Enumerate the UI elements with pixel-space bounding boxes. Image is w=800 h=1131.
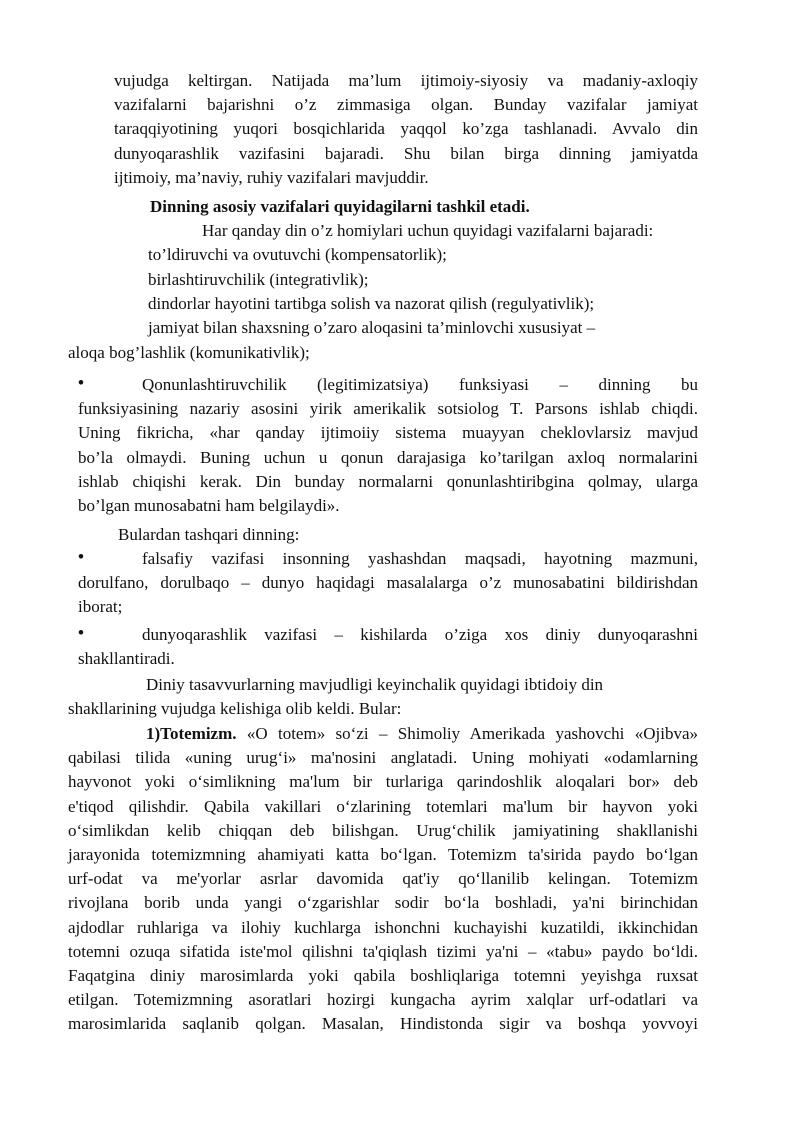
totemism-line: totemni ozuqa sifatida iste'mol qilishni ta'qiqlash tizimi ya'ni – «tabu» paydo bo‘ldi. [68,941,698,961]
totemism-line: e'tiqod qilishdir. Qabila vakillari o‘zlarining totemlari ma'lum bir hayvon yoki [68,796,698,816]
bullet-icon: • [78,623,84,642]
intro-line: taraqqiyotining yuqori bosqichlarida yaqqol ko’zga tashlanadi. Avvalo din [114,119,698,139]
function-item: dindorlar hayotini tartibga solish va nazorat qilish (regulyativlik); [148,294,595,313]
totemism-line: etilgan. Totemizmning asoratlari hozirgi kungacha ayrim xalqlar urf-odatlari va [68,990,698,1010]
intro-line: ijtimoiy, ma’naviy, ruhiy vazifalari mavjuddir. [114,167,429,187]
bullet-line: bo’lgan munosabatni ham belgilaydi». [78,496,340,516]
bullet-worldview [78,623,698,671]
forms-line: Diniy tasavvurlarning mavjudligi keyinchalik quyidagi ibtidoiy din [146,675,604,694]
forms-line: shakllarining vujudga kelishiga olib keldi. Bular: [68,699,402,719]
totemism-paragraph [68,722,698,1037]
intro-line: vazifalarni bajarishni o’z zimmasiga olgan. Bunday vazifalar jamiyat [114,95,698,115]
bullet-line: Uning fikricha, «har qanday ijtimoiiy sistema muayyan cheklovlarsiz mavjud [78,423,698,443]
bullet-line: iborat; [78,597,123,617]
totemism-title: Totemizm. [160,724,237,743]
totemism-line: rivojlana borib unda yangi o‘zgarishlar sodir bo‘la boshladi, ya'ni birinchidan [68,893,698,913]
function-item-continuation: aloqa bog’lashlik (komunikativlik); [68,343,310,362]
totemism-line: ajdodlar ruhlariga va ilohiy kuchlarga ishonchni kuchayishi kuzatildi, ikkinchidan [68,917,698,937]
bullet-line: dorulfano, dorulbaqo – dunyo haqidagi masalalarga o’z munosabatini bildirishdan [78,573,698,593]
totemism-number: 1) [146,724,161,743]
bullet-icon: • [78,547,84,566]
function-item: to’ldiruvchi va ovutuvchi (kompensatorlik); [148,245,447,264]
besides-line: Bulardan tashqari dinning: [118,525,300,544]
totemism-line: marosimlarida saqlanib qolgan. Masalan, Hindistonda sigir va boshqa yovvoyi [68,1014,698,1034]
functions-intro: Har qanday din o’z homiylari uchun quyidagi vazifalarni bajaradi: [202,221,654,240]
totemism-line: «O totem» so‘zi – Shimoliy Amerikada yashovchi «Ojibva» [246,724,698,743]
totemism-line: hayvonot yoki o‘simlikning ma'lum bir turlariga qarindoshlik aloqalari bor» deb [68,772,698,792]
bullet-line: bo’la olmaydi. Buning uchun u qonun darajasiga ko’tarilgan axloq normalarini [78,447,698,467]
totemism-line: Faqatgina diniy marosimlarda yoki qabila boshliqlariga totemni yeyishga ruxsat [68,966,698,986]
intro-line: dunyoqarashlik vazifasini bajaradi. Shu bilan birga dinning jamiyatda [114,143,698,163]
bullet-line: funksiyasining nazariy asosini yirik amerikalik sotsiolog T. Parsons ishlab chiqdi. [78,399,698,419]
bullet-philosophical [78,547,698,620]
intro-paragraph [114,69,698,190]
bullet-line: ishlab chiqishi kerak. Din bunday normalarni qonunlashtiribgina qolmay, ularga [78,471,698,491]
totemism-first-line [68,722,698,746]
intro-line: vujudga keltirgan. Natijada ma’lum ijtimoiy-siyosiy va madaniy-axloqiy [114,71,698,90]
totemism-line: qabilasi tilida «uning urug‘i» ma'nosini anglatadi. Uning mohiyati «odamlarning [68,748,698,768]
bullet-line: shakllantiradi. [78,649,175,669]
bullet-icon: • [78,373,84,392]
section-heading: Dinning asosiy vazifalari quyidagilarni tashkil etadi. [150,197,530,216]
bullet-line: falsafiy vazifasi insonning yashashdan maqsadi, hayotning mazmuni, [142,549,698,568]
bullet-line: Qonunlashtiruvchilik (legitimizatsiya) funksiyasi – dinning bu [142,375,698,394]
bullet-legitimization [78,373,698,518]
totemism-line: o‘simlikdan kelib chiqqan deb bilishgan. Urug‘chilik jamiyatining shakllanishi [68,820,698,840]
function-item: jamiyat bilan shaxsning o’zaro aloqasini ta’minlovchi xususiyat – [148,318,596,337]
bullet-line: dunyoqarashlik vazifasi – kishilarda o’ziga xos diniy dunyoqarashni [142,625,698,644]
forms-paragraph [68,673,698,721]
totemism-line: urf-odat va me'yorlar asrlar davomida qat'iy qo‘llanilib kelingan. Totemizm [68,869,698,889]
totemism-line: jarayonida totemizmning ahamiyati katta bo‘lgan. Totemizm ta'sirida paydo bo‘lgan [68,845,698,865]
function-item: birlashtiruvchilik (integrativlik); [148,270,369,289]
